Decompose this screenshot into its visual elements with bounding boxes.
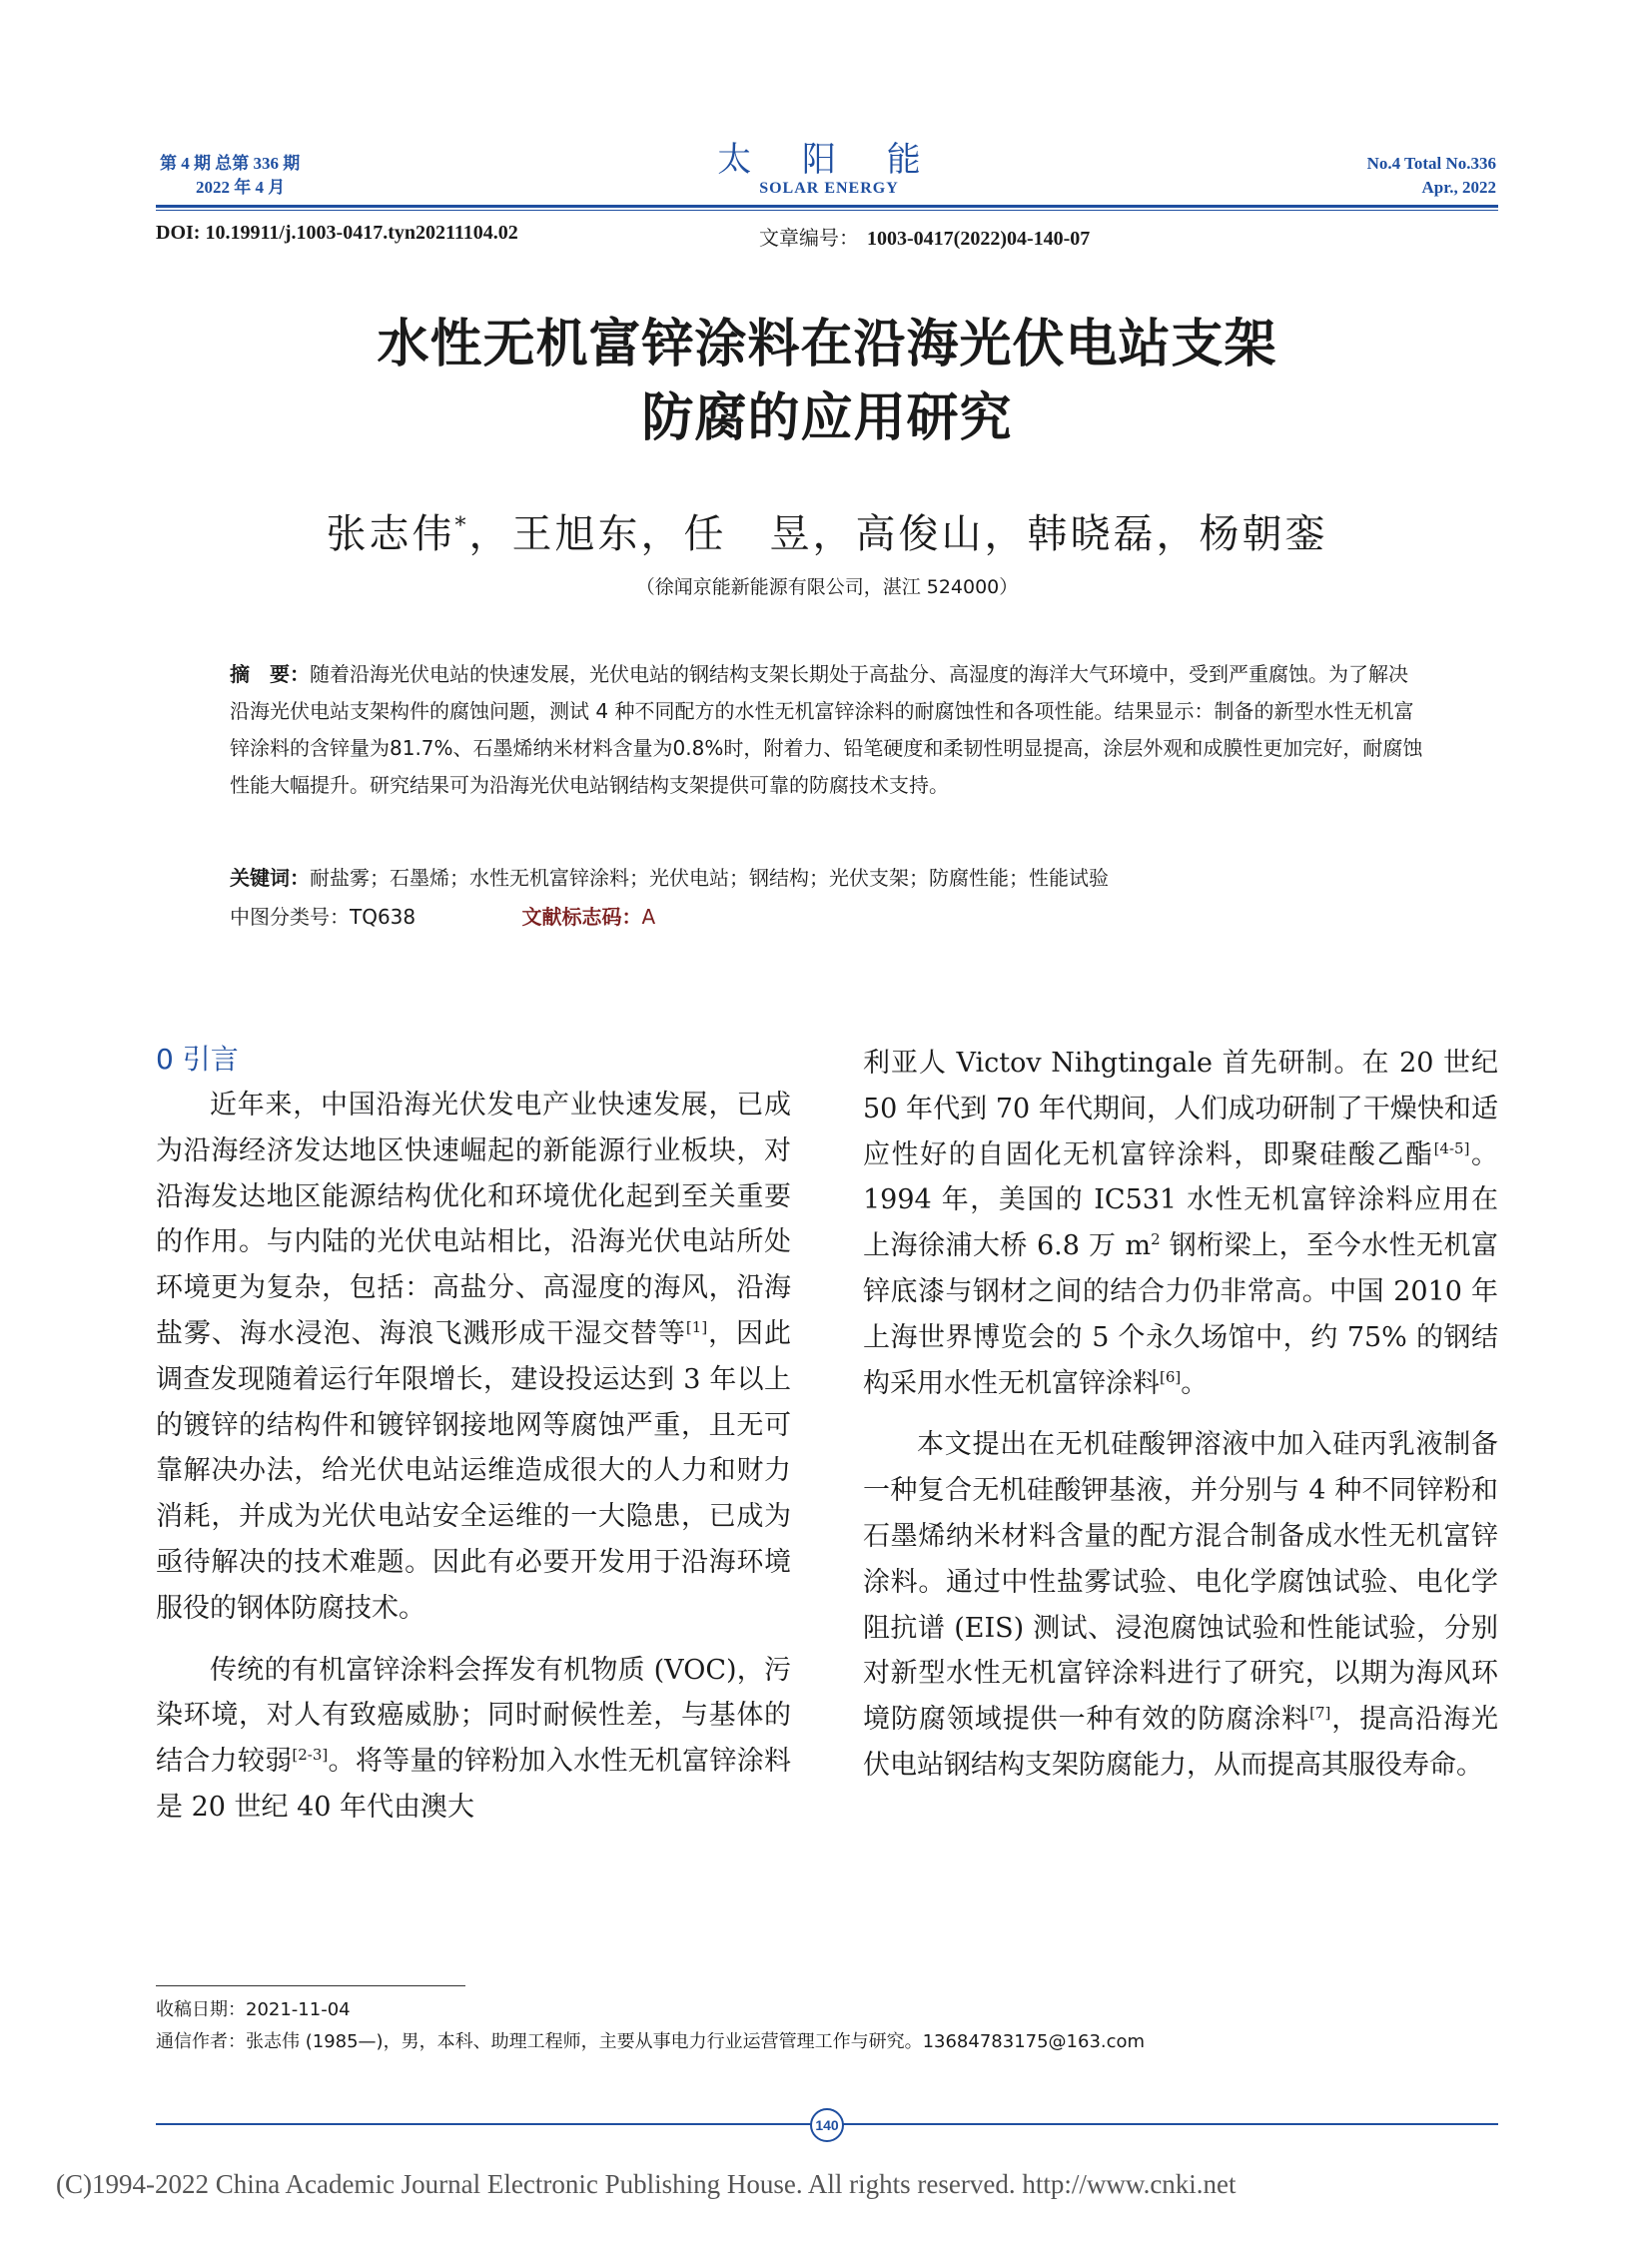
received-value: 2021-11-04 [246, 1999, 351, 2020]
article-number [759, 222, 1090, 251]
author-first: 张志伟 [326, 511, 455, 557]
paragraph-3 [863, 1422, 1498, 1788]
citation: [1] [685, 1317, 708, 1336]
section-heading: 0 引言 [156, 1043, 239, 1076]
received-date [156, 1995, 351, 2021]
citation: [7] [1309, 1704, 1331, 1723]
abstract [230, 656, 1424, 804]
body-left-column [156, 1083, 791, 1831]
paragraph-2 [156, 1648, 791, 1831]
keywords [230, 862, 1424, 891]
keywords-text: 耐盐雾；石墨烯；水性无机富锌涂料；光伏电站；钢结构；光伏支架；防腐性能；性能试验 [310, 866, 1109, 890]
citation: [4-5] [1433, 1138, 1470, 1157]
classification [230, 901, 1424, 930]
clc-label: 中图分类号： [230, 905, 350, 929]
author-note-value: 张志伟 (1985—)，男，本科、助理工程师，主要从事电力行业运营管理工作与研究。13684783175@163.com [246, 2031, 1146, 2052]
date-cn: 2022 年 4 月 [196, 178, 286, 197]
p2-text-c: 。1994 年，美国的 IC531 水性无机富锌涂料应用在上海徐浦大桥 6.8 万 m [863, 1138, 1498, 1262]
citation: [2-3] [292, 1746, 329, 1765]
journal-name-en: SOLAR ENERGY [759, 180, 899, 197]
header-rule [156, 205, 1498, 208]
footnote-rule [156, 1985, 465, 1986]
paragraph-1 [156, 1083, 791, 1632]
paragraph-2-continued [863, 1041, 1498, 1406]
title-line-1: 水性无机富锌涂料在沿海光伏电站支架 [377, 315, 1277, 374]
p2-continued-text: 利亚人 Victov Nihgtingale 首先研制。在 20 世纪 50 年代到 70 年代期间，人们成功研制了干燥快和适应性好的自固化无机富锌涂料，即聚硅酸乙酯 [863, 1048, 1498, 1170]
superscript: 2 [1151, 1230, 1161, 1249]
p1-text: 近年来，中国沿海光伏发电产业快速发展，已成为沿海经济发达地区快速崛起的新能源行业板块，对沿海发达地区能源结构优化和环境优化起到至关重要的作用。与内陆的光伏电站相比，沿海光伏电站所处环境更为复杂，包括：高盐分、高湿度的海风，沿海盐雾、海水浸泡、海浪飞溅形成干湿交替等 [156, 1090, 791, 1349]
received-label: 收稿日期： [156, 1999, 246, 2020]
header-rule-thin [156, 210, 1498, 211]
paper-title [156, 308, 1498, 455]
journal-name-cn: 太 阳 能 [717, 140, 941, 180]
p2-text-b: 。将等量的锌粉加入水性无机富锌涂料是 20 世纪 40 年代由澳大 [156, 1746, 792, 1823]
keywords-label: 关键词： [230, 866, 310, 890]
doi: DOI: 10.19911/j.1003-0417.tyn20211104.02 [156, 222, 518, 244]
corresponding-author [156, 2027, 1145, 2053]
copyright: (C)1994-2022 China Academic Journal Electronic Publishing House. All rights reserved. http://www.cnki.net [56, 2169, 1237, 2199]
p2-text-d: 钢桁梁上，至今水性无机富锌底漆与钢材之间的结合力仍非常高。中国 2010 年上海世界博览会的 5 个永久场馆中，约 75% 的钢结构采用水性无机富锌涂料 [863, 1230, 1498, 1399]
author-note-label: 通信作者： [156, 2031, 246, 2052]
author-rest: ，王旭东，任 昱，高俊山，韩晓磊，杨朝銮 [468, 511, 1328, 557]
p3-text-b: ，提高沿海光伏电站钢结构支架防腐能力，从而提高其服役寿命。 [863, 1704, 1499, 1781]
abstract-label: 摘 要： [230, 662, 310, 686]
citation: [6] [1160, 1367, 1182, 1386]
authors [156, 502, 1498, 559]
page-number: 140 [810, 2108, 844, 2142]
issue-cn: 第 4 期 总第 336 期 [160, 154, 301, 173]
corresponding-mark: * [454, 513, 469, 539]
p2-text-e: 。 [1181, 1367, 1209, 1399]
affiliation: （徐闻京能新能源有限公司，湛江 524000） [635, 576, 1019, 598]
doc-code-value: A [641, 905, 656, 929]
title-line-2: 防腐的应用研究 [641, 388, 1013, 448]
header-issue-cn [160, 152, 300, 200]
doc-code-label: 文献标志码： [521, 905, 642, 929]
issue-en: No.4 Total No.336 [1366, 154, 1496, 173]
abstract-text: 随着沿海光伏电站的快速发展，光伏电站的钢结构支架长期处于高盐分、高湿度的海洋大气环境中，受到严重腐蚀。为了解决沿海光伏电站支架构件的腐蚀问题，测试 4 种不同配方的水性无机富锌涂料的耐腐蚀性和各项性能。结果显示：制备的新型水性无机富锌涂料的含锌量为81.7%、石墨烯纳米材料含量为0.8%时，附着力、铅笔硬度和柔韧性明显提高，涂层外观和成膜性更加完好，耐腐蚀性能大幅提升。研究结果可为沿海光伏电站钢结构支架提供可靠的防腐技术支持。 [230, 662, 1423, 797]
article-number-label: 文章编号： [759, 226, 859, 250]
clc-value: TQ638 [350, 905, 416, 929]
article-number-value: 1003-0417(2022)04-140-07 [867, 228, 1091, 250]
journal-masthead [689, 140, 969, 198]
header-issue-en [1367, 152, 1496, 200]
body-right-column [863, 1041, 1498, 1789]
p3-text: 本文提出在无机硅酸钾溶液中加入硅丙乳液制备一种复合无机硅酸钾基液，并分别与 4 种不同锌粉和石墨烯纳米材料含量的配方混合制备成水性无机富锌涂料。通过中性盐雾试验、电化学腐蚀试验、电化学阻抗谱 (EIS) 测试、浸泡腐蚀试验和性能试验，分别对新型水性无机富锌涂料进行了研究，以期为海风环境防腐领域提供一种有效的防腐涂料 [863, 1429, 1498, 1736]
p2-text: 传统的有机富锌涂料会挥发有机物质 (VOC)，污染环境，对人有致癌威胁；同时耐候性差，与基体的结合力较弱 [156, 1654, 791, 1778]
p1-text-b: ，因此调查发现随着运行年限增长，建设投运达到 3 年以上的镀锌的结构件和镀锌钢接地网等腐蚀严重，且无可靠解决办法，给光伏电站运维造成很大的人力和财力消耗，并成为光伏电站安全运维的一大隐患，已成为亟待解决的技术难题。因此有必要开发用于沿海环境服役的钢体防腐技术。 [156, 1317, 792, 1624]
date-en: Apr., 2022 [1421, 178, 1496, 197]
doc-code [522, 905, 656, 929]
